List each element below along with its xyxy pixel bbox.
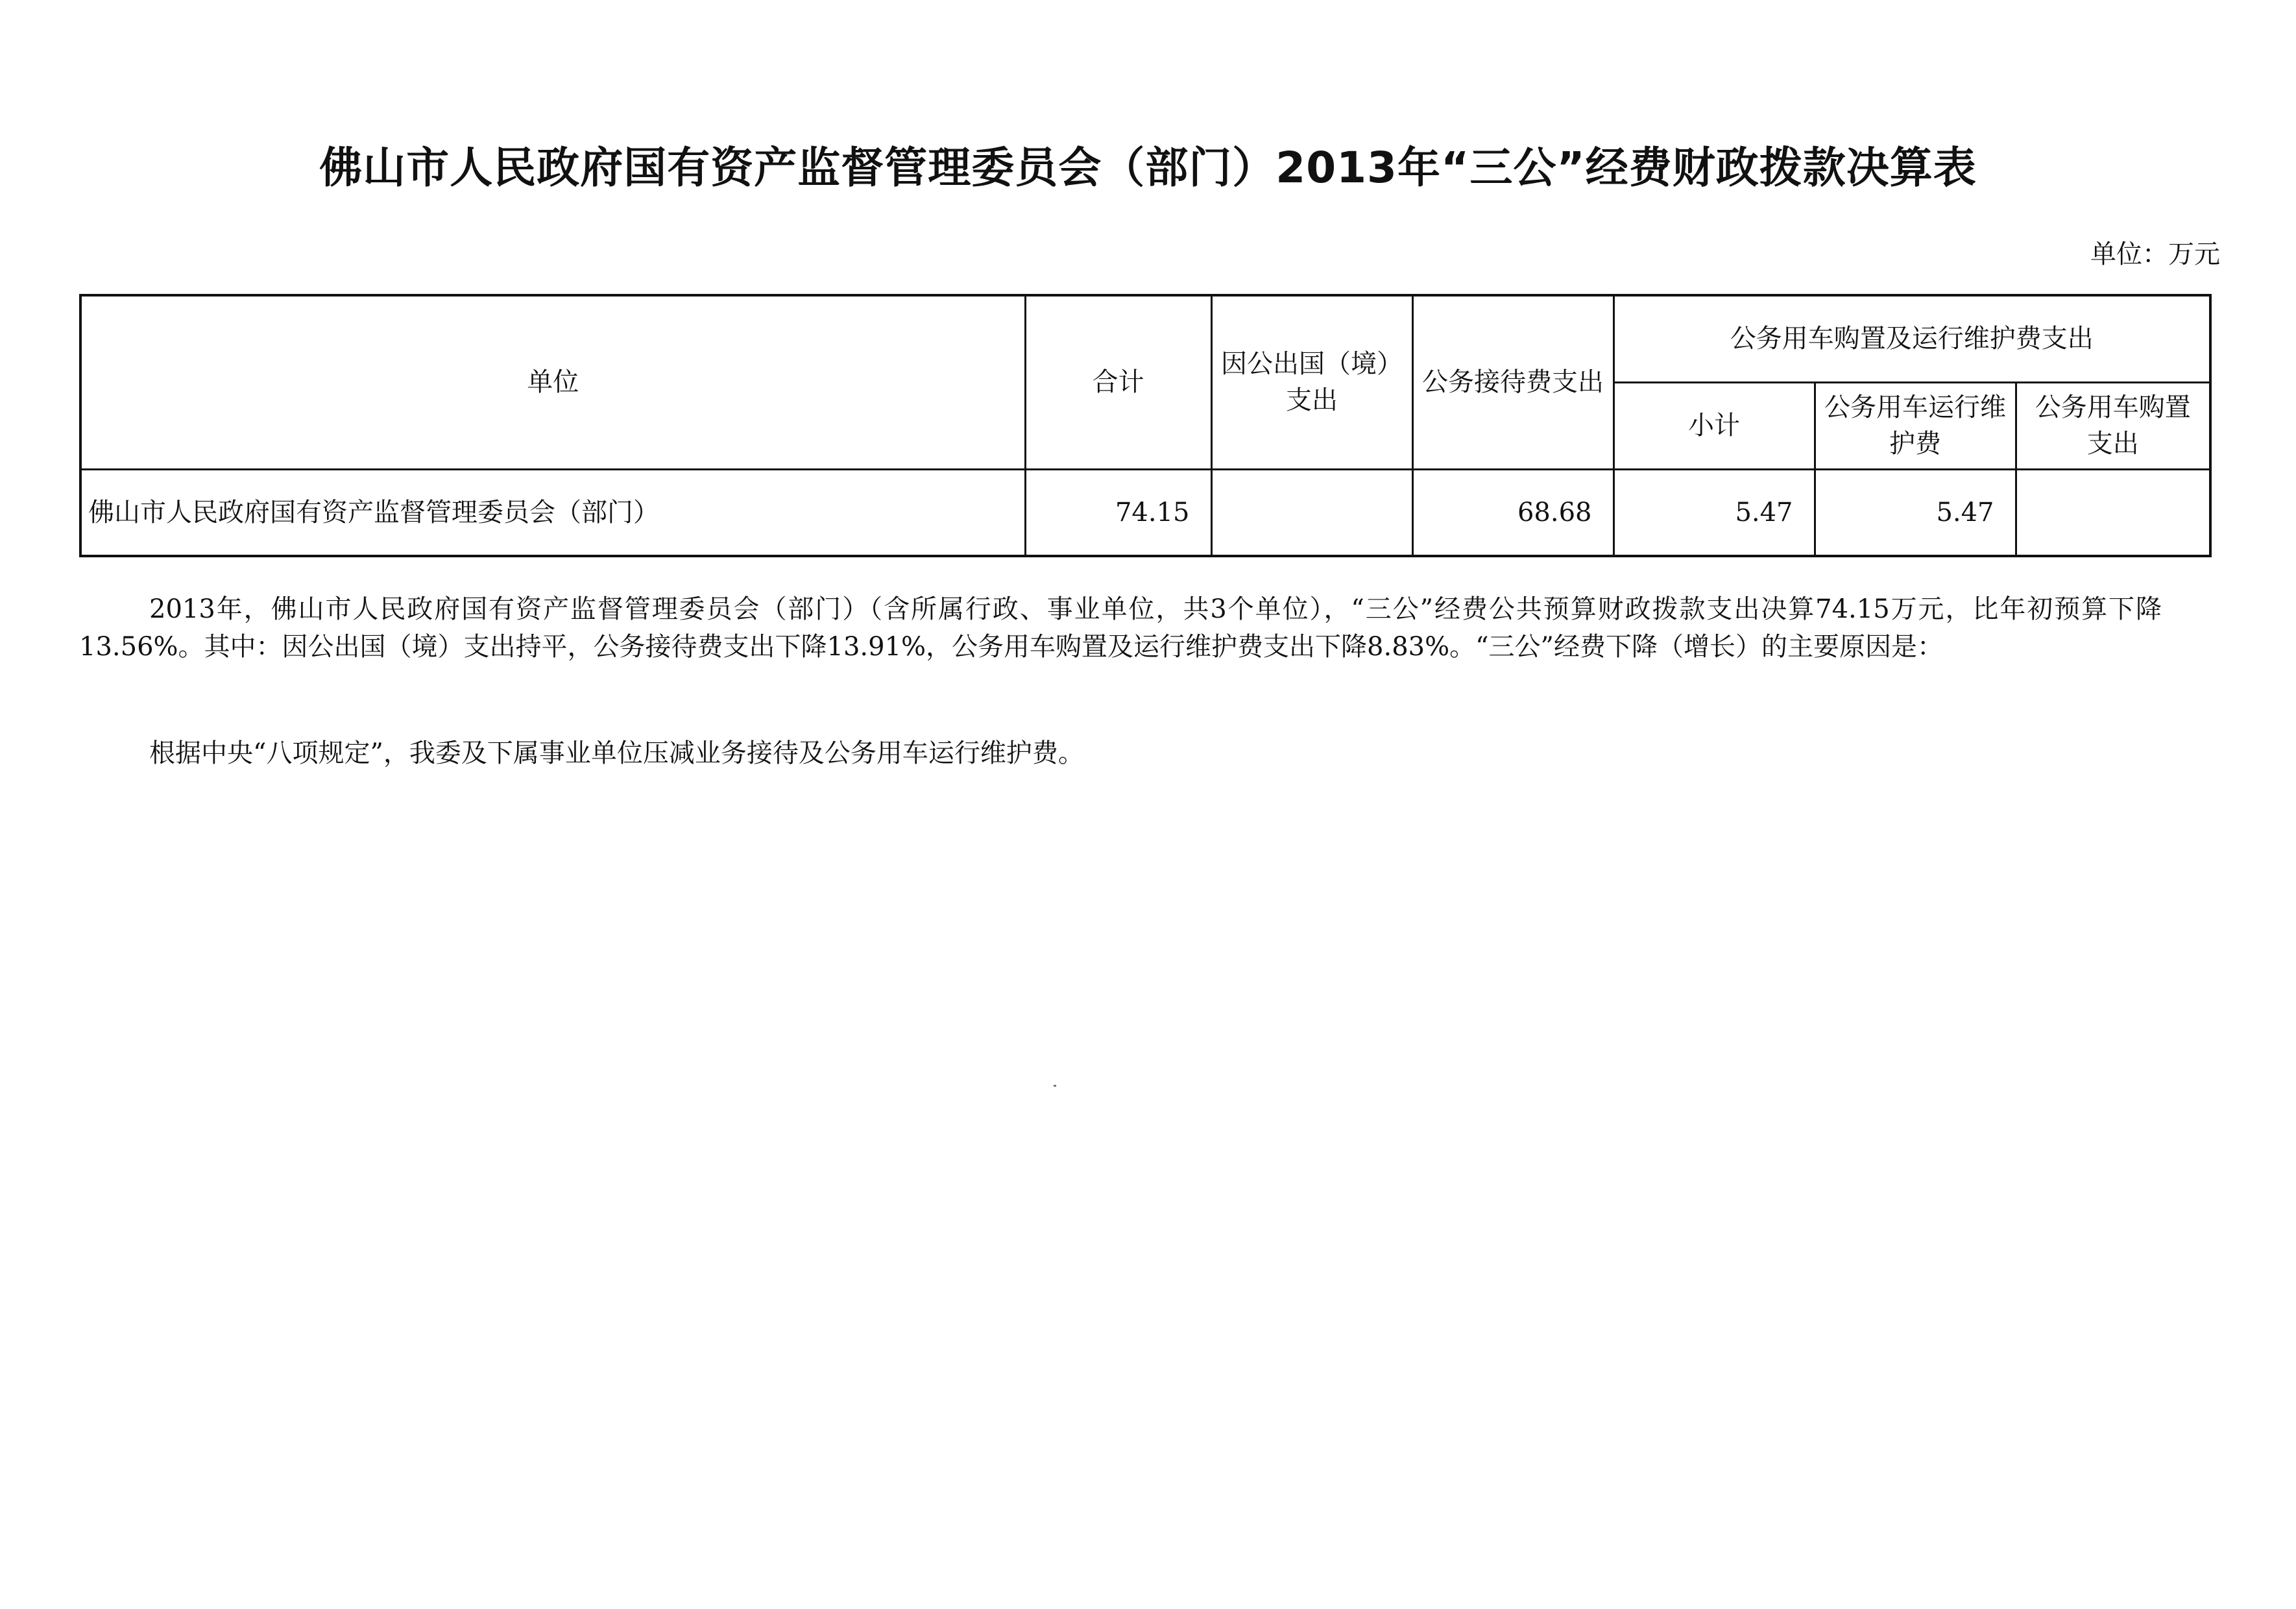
scan-speck	[1054, 1085, 1056, 1087]
cell-total: 74.15	[1025, 469, 1211, 556]
cell-abroad	[1211, 469, 1412, 556]
header-vehicle-purchase: 公务用车购置支出	[2016, 382, 2210, 469]
cell-unit: 佛山市人民政府国有资产监督管理委员会（部门）	[80, 469, 1025, 556]
header-row-primary	[80, 295, 2210, 382]
cell-vehicle-subtotal: 5.47	[1613, 469, 1815, 556]
reason-paragraph: 根据中央“八项规定”，我委及下属事业单位压减业务接待及公务用车运行维护费。	[149, 738, 1084, 768]
header-unit: 单位	[80, 295, 1025, 469]
header-vehicle-subtotal: 小计	[1613, 382, 1815, 469]
header-vehicle-operation: 公务用车运行维护费	[1815, 382, 2016, 469]
expenditure-table	[79, 294, 2212, 557]
table-row	[80, 469, 2210, 556]
cell-reception: 68.68	[1412, 469, 1613, 556]
header-abroad: 因公出国（境）支出	[1211, 295, 1412, 469]
cell-vehicle-purchase	[2016, 469, 2210, 556]
header-vehicle-group: 公务用车购置及运行维护费支出	[1613, 295, 2210, 382]
unit-label: 单位：万元	[2090, 239, 2220, 269]
page-title: 佛山市人民政府国有资产监督管理委员会（部门）2013年“三公”经费财政拨款决算表	[319, 143, 1977, 193]
header-total: 合计	[1025, 295, 1211, 469]
table-header	[80, 295, 2210, 469]
explanation-paragraph: 2013年，佛山市人民政府国有资产监督管理委员会（部门）（含所属行政、事业单位，共3个单位），“三公”经费公共预算财政拨款支出决算74.15万元，比年初预算下降13.56%。其中：因公出国（境）支出持平，公务接待费支出下降13.91%，公务用车购置及运行维护费支出下降8.83%。“三公”经费下降（增长）的主要原因是：	[79, 594, 2162, 662]
header-reception: 公务接待费支出	[1412, 295, 1613, 469]
cell-vehicle-operation: 5.47	[1815, 469, 2016, 556]
